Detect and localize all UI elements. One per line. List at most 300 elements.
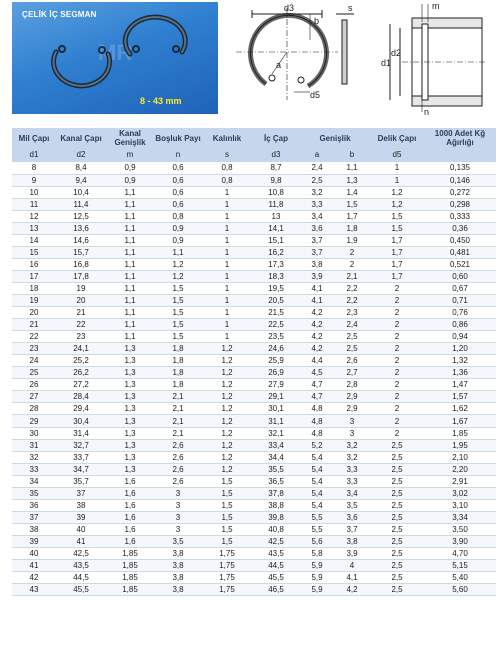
cell-s: 1 [202, 307, 252, 319]
cell-m: 1,6 [106, 523, 154, 535]
cell-d3: 20,5 [252, 295, 300, 307]
cell-d5: 1,7 [370, 234, 424, 246]
cell-weight: 2,10 [424, 451, 496, 463]
cell-s: 1,2 [202, 463, 252, 475]
cell-d1: 30 [12, 427, 56, 439]
cell-s: 1 [202, 222, 252, 234]
cell-b: 3 [334, 415, 370, 427]
cell-a: 2,5 [300, 174, 334, 186]
cell-b: 3,3 [334, 475, 370, 487]
table-row [12, 523, 496, 535]
cell-m: 1,3 [106, 415, 154, 427]
unit-d5: d5 [370, 148, 424, 162]
cell-d3: 40,8 [252, 523, 300, 535]
unit-n: n [154, 148, 202, 162]
unit-s: s [202, 148, 252, 162]
cell-b: 1,4 [334, 186, 370, 198]
cell-a: 4,2 [300, 343, 334, 355]
cell-d5: 2 [370, 295, 424, 307]
cell-d2: 32,7 [56, 439, 106, 451]
cell-a: 4,1 [300, 295, 334, 307]
cell-m: 1,85 [106, 560, 154, 572]
cell-d5: 1,7 [370, 270, 424, 282]
cell-n: 0,9 [154, 222, 202, 234]
cell-d5: 2,5 [370, 560, 424, 572]
cell-n: 3,5 [154, 535, 202, 547]
cell-d2: 25,2 [56, 355, 106, 367]
cell-weight: 3,02 [424, 487, 496, 499]
cell-d1: 43 [12, 584, 56, 596]
unit-b: b [334, 148, 370, 162]
cell-n: 3,8 [154, 584, 202, 596]
cell-n: 3 [154, 511, 202, 523]
cell-n: 2,6 [154, 439, 202, 451]
cell-d1: 29 [12, 415, 56, 427]
table-row [12, 572, 496, 584]
size-range: 8 - 43 mm [140, 96, 182, 106]
cell-s: 1 [202, 331, 252, 343]
cell-d5: 2 [370, 391, 424, 403]
cell-n: 1,8 [154, 367, 202, 379]
cell-a: 2,4 [300, 162, 334, 174]
unit-d2: d2 [56, 148, 106, 162]
cell-weight: 0,135 [424, 162, 496, 174]
label-b: b [314, 16, 320, 26]
cell-weight: 1,95 [424, 439, 496, 451]
cell-a: 4,1 [300, 282, 334, 294]
cell-b: 2,8 [334, 379, 370, 391]
cell-n: 2,1 [154, 427, 202, 439]
cell-a: 5,9 [300, 572, 334, 584]
cell-d1: 15 [12, 246, 56, 258]
cell-d2: 29,4 [56, 403, 106, 415]
cell-d1: 37 [12, 511, 56, 523]
cell-d5: 1,2 [370, 198, 424, 210]
cell-d5: 2,5 [370, 463, 424, 475]
cell-b: 3,9 [334, 548, 370, 560]
table-row [12, 282, 496, 294]
cell-b: 2,2 [334, 282, 370, 294]
cell-a: 4,4 [300, 355, 334, 367]
table-row [12, 475, 496, 487]
cell-n: 1,5 [154, 319, 202, 331]
table-row [12, 234, 496, 246]
cell-s: 1 [202, 319, 252, 331]
cell-m: 1,1 [106, 222, 154, 234]
cell-weight: 0,333 [424, 210, 496, 222]
cell-d1: 39 [12, 535, 56, 547]
cell-m: 1,1 [106, 331, 154, 343]
cell-d3: 45,5 [252, 572, 300, 584]
cell-n: 1,2 [154, 270, 202, 282]
cell-n: 2,1 [154, 415, 202, 427]
table-row [12, 355, 496, 367]
cell-d3: 14,1 [252, 222, 300, 234]
cell-d3: 21,5 [252, 307, 300, 319]
cell-d3: 24,6 [252, 343, 300, 355]
table-row [12, 367, 496, 379]
cell-weight: 2,20 [424, 463, 496, 475]
cell-m: 1,3 [106, 463, 154, 475]
cell-n: 3 [154, 499, 202, 511]
cell-b: 2,6 [334, 355, 370, 367]
cell-m: 1,1 [106, 186, 154, 198]
cell-weight: 1,85 [424, 427, 496, 439]
col-header-genislik: Genişlik [300, 128, 370, 148]
cell-n: 1,8 [154, 355, 202, 367]
table-row [12, 210, 496, 222]
cell-m: 1,3 [106, 439, 154, 451]
cell-b: 3,3 [334, 463, 370, 475]
cell-d1: 27 [12, 391, 56, 403]
table-row [12, 487, 496, 499]
cell-b: 2 [334, 246, 370, 258]
cell-d2: 34,7 [56, 463, 106, 475]
label-d3: d3 [284, 3, 295, 13]
cell-d1: 12 [12, 210, 56, 222]
cell-d2: 13,6 [56, 222, 106, 234]
cell-m: 0,9 [106, 162, 154, 174]
cell-d5: 2,5 [370, 499, 424, 511]
cell-d2: 22 [56, 319, 106, 331]
cell-d3: 31,1 [252, 415, 300, 427]
cell-d5: 2 [370, 319, 424, 331]
cell-d1: 40 [12, 548, 56, 560]
cell-d3: 44,5 [252, 560, 300, 572]
cell-d1: 26 [12, 379, 56, 391]
cell-d1: 13 [12, 222, 56, 234]
cell-weight: 0,36 [424, 222, 496, 234]
cell-d2: 38 [56, 499, 106, 511]
table-row [12, 270, 496, 282]
table-row [12, 463, 496, 475]
cell-n: 1,8 [154, 379, 202, 391]
cell-d5: 1,5 [370, 222, 424, 234]
cell-d1: 35 [12, 487, 56, 499]
cell-d3: 19,5 [252, 282, 300, 294]
col-header-agirlik: 1000 Adet Kğ Ağırlığı [424, 128, 496, 148]
cell-b: 2,3 [334, 307, 370, 319]
table-row [12, 295, 496, 307]
cell-d2: 12,5 [56, 210, 106, 222]
cell-d3: 42,5 [252, 535, 300, 547]
cell-d1: 42 [12, 572, 56, 584]
cell-s: 1,5 [202, 499, 252, 511]
cell-s: 1 [202, 198, 252, 210]
cell-weight: 0,76 [424, 307, 496, 319]
cell-d3: 25,9 [252, 355, 300, 367]
cell-a: 3,3 [300, 198, 334, 210]
cell-m: 1,1 [106, 270, 154, 282]
cell-n: 2,1 [154, 391, 202, 403]
cell-b: 2 [334, 258, 370, 270]
cell-s: 1 [202, 282, 252, 294]
cell-b: 1,8 [334, 222, 370, 234]
cell-s: 1 [202, 295, 252, 307]
cell-s: 1,75 [202, 548, 252, 560]
label-d1: d1 [381, 58, 392, 68]
cell-d5: 2 [370, 403, 424, 415]
cell-b: 2,5 [334, 331, 370, 343]
cell-b: 1,9 [334, 234, 370, 246]
cell-d5: 1 [370, 162, 424, 174]
cell-d3: 10,8 [252, 186, 300, 198]
cell-b: 3,4 [334, 487, 370, 499]
cell-weight: 1,67 [424, 415, 496, 427]
cell-d3: 46,5 [252, 584, 300, 596]
cell-d5: 2,5 [370, 584, 424, 596]
cell-a: 5,9 [300, 584, 334, 596]
cell-d2: 37 [56, 487, 106, 499]
unit-d3: d3 [252, 148, 300, 162]
cell-b: 3 [334, 427, 370, 439]
table-row [12, 415, 496, 427]
header-area [0, 0, 500, 120]
unit-weight [424, 148, 496, 162]
cell-m: 1,1 [106, 319, 154, 331]
cell-weight: 0,146 [424, 174, 496, 186]
cell-d1: 34 [12, 475, 56, 487]
cell-n: 1,1 [154, 246, 202, 258]
cell-m: 1,3 [106, 355, 154, 367]
cell-n: 3 [154, 523, 202, 535]
cell-s: 1 [202, 210, 252, 222]
table-row [12, 174, 496, 186]
cell-m: 1,6 [106, 535, 154, 547]
cell-d1: 23 [12, 343, 56, 355]
cell-d2: 44,5 [56, 572, 106, 584]
cell-d1: 41 [12, 560, 56, 572]
cell-b: 2,9 [334, 391, 370, 403]
cell-d3: 13 [252, 210, 300, 222]
cell-s: 1,2 [202, 355, 252, 367]
cell-d3: 18,3 [252, 270, 300, 282]
cell-m: 1,3 [106, 367, 154, 379]
cell-n: 1,5 [154, 331, 202, 343]
cell-d2: 26,2 [56, 367, 106, 379]
cell-a: 5,5 [300, 523, 334, 535]
cell-d2: 33,7 [56, 451, 106, 463]
cell-n: 2,6 [154, 463, 202, 475]
cell-s: 1,2 [202, 439, 252, 451]
table-row [12, 548, 496, 560]
cell-weight: 5,60 [424, 584, 496, 596]
cell-s: 0,8 [202, 174, 252, 186]
unit-a: a [300, 148, 334, 162]
cell-d3: 23,5 [252, 331, 300, 343]
cell-d5: 2,5 [370, 523, 424, 535]
cell-n: 0,6 [154, 174, 202, 186]
unit-row [12, 148, 496, 162]
cell-weight: 1,62 [424, 403, 496, 415]
cell-d2: 14,6 [56, 234, 106, 246]
cell-weight: 1,36 [424, 367, 496, 379]
cell-s: 1 [202, 186, 252, 198]
cell-d5: 2,5 [370, 451, 424, 463]
cell-a: 4,8 [300, 427, 334, 439]
cell-m: 1,6 [106, 499, 154, 511]
cell-weight: 4,70 [424, 548, 496, 560]
cell-n: 1,5 [154, 282, 202, 294]
cell-d2: 40 [56, 523, 106, 535]
cell-b: 2,5 [334, 343, 370, 355]
cell-d3: 15,1 [252, 234, 300, 246]
cell-a: 4,2 [300, 319, 334, 331]
cell-m: 1,85 [106, 572, 154, 584]
col-header-kalinlik: Kalınlık [202, 128, 252, 148]
cell-d3: 11,8 [252, 198, 300, 210]
cell-s: 1 [202, 258, 252, 270]
watermark: MR [98, 40, 133, 65]
cell-b: 3,6 [334, 511, 370, 523]
cell-b: 2,1 [334, 270, 370, 282]
cell-d3: 37,8 [252, 487, 300, 499]
cell-a: 4,7 [300, 379, 334, 391]
table-row [12, 343, 496, 355]
cell-d3: 8,7 [252, 162, 300, 174]
cell-d1: 33 [12, 463, 56, 475]
cell-a: 4,5 [300, 367, 334, 379]
cell-a: 3,4 [300, 210, 334, 222]
unit-d1: d1 [12, 148, 56, 162]
cell-n: 2,6 [154, 451, 202, 463]
cell-d2: 30,4 [56, 415, 106, 427]
cell-m: 1,1 [106, 295, 154, 307]
cell-n: 0,9 [154, 234, 202, 246]
cell-d5: 2 [370, 379, 424, 391]
cell-d3: 30,1 [252, 403, 300, 415]
cell-a: 4,2 [300, 307, 334, 319]
cell-s: 1,2 [202, 403, 252, 415]
cell-a: 5,4 [300, 487, 334, 499]
cell-d1: 19 [12, 295, 56, 307]
header-row [12, 128, 496, 148]
table-row [12, 451, 496, 463]
cell-a: 5,6 [300, 535, 334, 547]
cell-n: 3,8 [154, 560, 202, 572]
cell-d5: 1,7 [370, 246, 424, 258]
cell-weight: 5,15 [424, 560, 496, 572]
cell-d2: 41 [56, 535, 106, 547]
cell-s: 1,2 [202, 451, 252, 463]
cell-d2: 42,5 [56, 548, 106, 560]
cell-n: 0,6 [154, 198, 202, 210]
table-row [12, 307, 496, 319]
cell-d3: 22,5 [252, 319, 300, 331]
cell-b: 3,8 [334, 535, 370, 547]
table-row [12, 391, 496, 403]
cell-s: 1,5 [202, 487, 252, 499]
cell-a: 5,9 [300, 560, 334, 572]
cell-s: 1,5 [202, 475, 252, 487]
cell-a: 5,4 [300, 499, 334, 511]
cell-d2: 23 [56, 331, 106, 343]
cell-weight: 0,272 [424, 186, 496, 198]
cell-m: 1,1 [106, 307, 154, 319]
cell-d5: 2 [370, 282, 424, 294]
cell-d2: 39 [56, 511, 106, 523]
cell-d1: 17 [12, 270, 56, 282]
table-row [12, 258, 496, 270]
cell-d2: 35,7 [56, 475, 106, 487]
cell-a: 5,5 [300, 511, 334, 523]
cell-d5: 2 [370, 331, 424, 343]
cell-d5: 2,5 [370, 439, 424, 451]
cell-weight: 0,521 [424, 258, 496, 270]
cell-d2: 21 [56, 307, 106, 319]
col-header-mil-capi: Mil Çapı [12, 128, 56, 148]
cell-a: 4,8 [300, 403, 334, 415]
cell-d5: 1,2 [370, 186, 424, 198]
cell-m: 1,3 [106, 379, 154, 391]
cell-d3: 43,5 [252, 548, 300, 560]
table-row [12, 319, 496, 331]
label-a: a [276, 60, 282, 70]
table-row [12, 427, 496, 439]
cell-m: 1,6 [106, 487, 154, 499]
cell-s: 1 [202, 246, 252, 258]
cell-d2: 10,4 [56, 186, 106, 198]
cell-d2: 31,4 [56, 427, 106, 439]
cell-s: 1,2 [202, 379, 252, 391]
table-row [12, 439, 496, 451]
cell-b: 3,2 [334, 451, 370, 463]
cell-d1: 28 [12, 403, 56, 415]
cell-d2: 15,7 [56, 246, 106, 258]
cell-b: 2,4 [334, 319, 370, 331]
cell-s: 1,75 [202, 584, 252, 596]
cell-weight: 0,86 [424, 319, 496, 331]
cell-b: 2,2 [334, 295, 370, 307]
cell-d3: 9,8 [252, 174, 300, 186]
cell-s: 1,5 [202, 535, 252, 547]
cell-m: 1,3 [106, 403, 154, 415]
cell-n: 1,8 [154, 343, 202, 355]
cell-d5: 2 [370, 343, 424, 355]
cell-weight: 3,90 [424, 535, 496, 547]
table-row [12, 560, 496, 572]
cell-a: 5,8 [300, 548, 334, 560]
cell-d5: 2,5 [370, 548, 424, 560]
table-row [12, 198, 496, 210]
label-n: n [424, 107, 430, 117]
dimensions-table [12, 128, 496, 596]
cell-n: 0,6 [154, 186, 202, 198]
cell-d2: 45,5 [56, 584, 106, 596]
unit-m: m [106, 148, 154, 162]
cell-weight: 1,47 [424, 379, 496, 391]
table-row [12, 246, 496, 258]
cell-d5: 2,5 [370, 511, 424, 523]
cell-s: 1 [202, 234, 252, 246]
cell-d3: 27,9 [252, 379, 300, 391]
cell-weight: 3,34 [424, 511, 496, 523]
cell-b: 1,1 [334, 162, 370, 174]
cell-d3: 29,1 [252, 391, 300, 403]
cell-b: 3,5 [334, 499, 370, 511]
cell-d2: 11,4 [56, 198, 106, 210]
cell-m: 1,1 [106, 282, 154, 294]
cell-weight: 2,91 [424, 475, 496, 487]
cell-d5: 2,5 [370, 535, 424, 547]
photo-title: ÇELİK İÇ SEGMAN [22, 10, 97, 19]
cell-d1: 18 [12, 282, 56, 294]
cell-a: 4,7 [300, 391, 334, 403]
cell-d3: 26,9 [252, 367, 300, 379]
col-header-ic-cap: İç Çap [252, 128, 300, 148]
cell-n: 1,5 [154, 295, 202, 307]
cell-b: 1,7 [334, 210, 370, 222]
